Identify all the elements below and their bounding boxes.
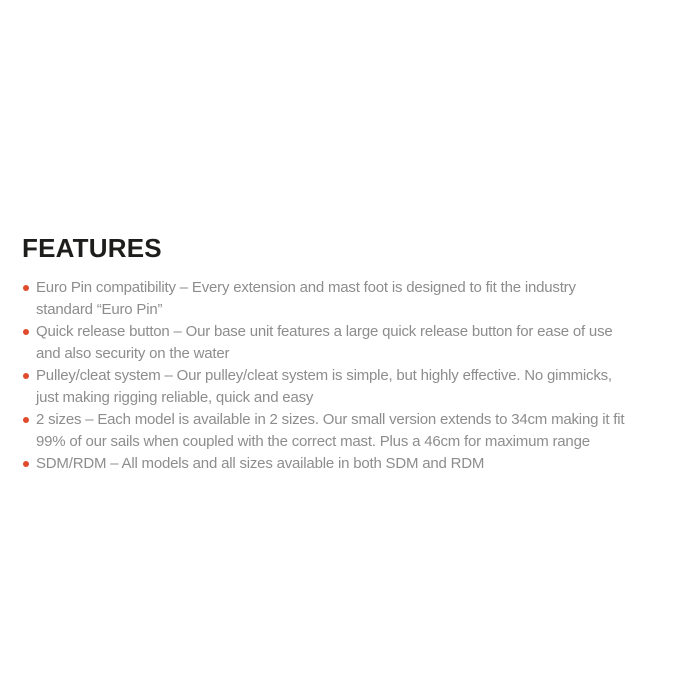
feature-item-euro-pin (22, 277, 682, 321)
feature-line: and also security on the water (36, 345, 230, 362)
feature-item-pulley-cleat (22, 365, 682, 409)
bullet-dot-icon (23, 373, 29, 379)
features-section (22, 234, 682, 475)
feature-line: 99% of our sails when coupled with the correct mast. Plus a 46cm for maximum range (36, 433, 590, 450)
features-list (22, 277, 682, 475)
feature-line: Pulley/cleat system – Our pulley/cleat system is simple, but highly effective. No gimmicks, (36, 367, 612, 384)
feature-line: just making rigging reliable, quick and easy (36, 389, 314, 406)
feature-line: Quick release button – Our base unit features a large quick release button for ease of use (36, 323, 613, 340)
feature-line: standard “Euro Pin” (36, 301, 163, 318)
feature-line: Euro Pin compatibility – Every extension and mast foot is designed to fit the industry (36, 279, 576, 296)
features-heading: FEATURES (22, 233, 162, 263)
feature-item-sdm-rdm (22, 453, 682, 475)
feature-item-two-sizes (22, 409, 682, 453)
feature-item-quick-release (22, 321, 682, 365)
bullet-dot-icon (23, 329, 29, 335)
bullet-dot-icon (23, 285, 29, 291)
feature-line: SDM/RDM – All models and all sizes available in both SDM and RDM (36, 455, 485, 472)
feature-line: 2 sizes – Each model is available in 2 sizes. Our small version extends to 34cm making it fit (36, 411, 625, 428)
bullet-dot-icon (23, 417, 29, 423)
bullet-dot-icon (23, 461, 29, 467)
